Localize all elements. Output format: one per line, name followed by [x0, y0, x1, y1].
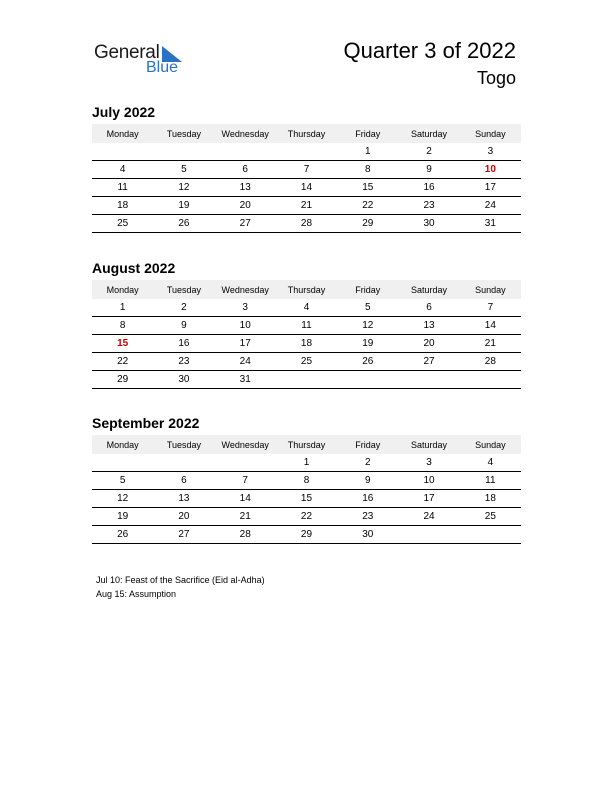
- week-row: [92, 335, 521, 353]
- day-cell: 2: [337, 454, 398, 472]
- day-cell: 28: [215, 526, 276, 544]
- calendar-table: [92, 124, 521, 233]
- day-cell: 4: [92, 161, 153, 179]
- day-cell: 16: [398, 179, 459, 197]
- day-cell: 11: [92, 179, 153, 197]
- day-cell: 27: [153, 526, 214, 544]
- month-august: [92, 259, 521, 389]
- day-cell: [92, 143, 153, 161]
- day-cell: 8: [276, 472, 337, 490]
- day-cell: 28: [276, 215, 337, 233]
- day-cell: 12: [153, 179, 214, 197]
- month-july: [92, 103, 521, 233]
- day-cell: 12: [337, 317, 398, 335]
- day-cell: 8: [92, 317, 153, 335]
- day-cell: 6: [215, 161, 276, 179]
- day-cell: 9: [398, 161, 459, 179]
- weekday-header: Thursday: [276, 124, 337, 143]
- weekday-header: Wednesday: [215, 124, 276, 143]
- day-cell: 13: [153, 490, 214, 508]
- calendar-table: [92, 435, 521, 544]
- day-cell: 4: [276, 299, 337, 317]
- day-cell: 20: [398, 335, 459, 353]
- day-cell: 6: [398, 299, 459, 317]
- day-cell: 10: [398, 472, 459, 490]
- weekday-header: Tuesday: [153, 280, 214, 299]
- day-cell: 22: [337, 197, 398, 215]
- day-cell: 5: [92, 472, 153, 490]
- day-cell: 14: [276, 179, 337, 197]
- day-cell: [153, 143, 214, 161]
- day-cell: 23: [153, 353, 214, 371]
- day-cell: 17: [215, 335, 276, 353]
- day-cell: [215, 454, 276, 472]
- week-row: [92, 179, 521, 197]
- logo-general-text: General: [94, 42, 160, 63]
- day-cell: [337, 371, 398, 389]
- day-cell: 31: [460, 215, 521, 233]
- day-cell: 7: [276, 161, 337, 179]
- holiday-note: Aug 15: Assumption: [96, 589, 177, 599]
- day-cell: 10: [460, 161, 521, 179]
- weekday-header-row: [92, 124, 521, 143]
- day-cell: 2: [398, 143, 459, 161]
- weekday-header: Tuesday: [153, 435, 214, 454]
- day-cell: [460, 371, 521, 389]
- day-cell: 20: [153, 508, 214, 526]
- day-cell: 15: [276, 490, 337, 508]
- day-cell: 23: [398, 197, 459, 215]
- week-row: [92, 143, 521, 161]
- weekday-header: Saturday: [398, 280, 459, 299]
- day-cell: 24: [460, 197, 521, 215]
- day-cell: 1: [276, 454, 337, 472]
- day-cell: 21: [460, 335, 521, 353]
- day-cell: [398, 371, 459, 389]
- weekday-header: Tuesday: [153, 124, 214, 143]
- day-cell: 30: [153, 371, 214, 389]
- day-cell: 5: [337, 299, 398, 317]
- week-row: [92, 161, 521, 179]
- day-cell: 21: [276, 197, 337, 215]
- day-cell: 8: [337, 161, 398, 179]
- day-cell: 4: [460, 454, 521, 472]
- month-september: [92, 414, 521, 544]
- weekday-header: Monday: [92, 280, 153, 299]
- day-cell: 16: [153, 335, 214, 353]
- weekday-header-row: [92, 280, 521, 299]
- day-cell: 11: [460, 472, 521, 490]
- day-cell: 9: [153, 317, 214, 335]
- weekday-header: Monday: [92, 124, 153, 143]
- day-cell: 9: [337, 472, 398, 490]
- weekday-header: Friday: [337, 124, 398, 143]
- weekday-header: Sunday: [460, 124, 521, 143]
- day-cell: 11: [276, 317, 337, 335]
- day-cell: 7: [460, 299, 521, 317]
- day-cell: 14: [215, 490, 276, 508]
- day-cell: 15: [92, 335, 153, 353]
- day-cell: [153, 454, 214, 472]
- weekday-header-row: [92, 435, 521, 454]
- weekday-header: Friday: [337, 435, 398, 454]
- day-cell: 13: [215, 179, 276, 197]
- month-title: August 2022: [92, 260, 176, 276]
- country-name: Togo: [476, 68, 516, 88]
- day-cell: [276, 143, 337, 161]
- weekday-header: Wednesday: [215, 435, 276, 454]
- day-cell: 26: [337, 353, 398, 371]
- day-cell: 22: [276, 508, 337, 526]
- day-cell: 14: [460, 317, 521, 335]
- day-cell: 23: [337, 508, 398, 526]
- week-row: [92, 371, 521, 389]
- weekday-header: Sunday: [460, 435, 521, 454]
- day-cell: 5: [153, 161, 214, 179]
- day-cell: 10: [215, 317, 276, 335]
- week-row: [92, 317, 521, 335]
- day-cell: 28: [460, 353, 521, 371]
- day-cell: 1: [337, 143, 398, 161]
- calendar-table: [92, 280, 521, 389]
- day-cell: [460, 526, 521, 544]
- week-row: [92, 508, 521, 526]
- day-cell: 19: [92, 508, 153, 526]
- day-cell: 20: [215, 197, 276, 215]
- day-cell: 25: [92, 215, 153, 233]
- weekday-header: Wednesday: [215, 280, 276, 299]
- day-cell: 29: [92, 371, 153, 389]
- day-cell: 26: [92, 526, 153, 544]
- week-row: [92, 454, 521, 472]
- day-cell: 18: [276, 335, 337, 353]
- weekday-header: Sunday: [460, 280, 521, 299]
- day-cell: 6: [153, 472, 214, 490]
- weekday-header: Saturday: [398, 435, 459, 454]
- day-cell: 19: [153, 197, 214, 215]
- weekday-header: Friday: [337, 280, 398, 299]
- day-cell: 17: [460, 179, 521, 197]
- logo: [94, 42, 194, 78]
- day-cell: 3: [460, 143, 521, 161]
- month-title: July 2022: [92, 104, 156, 120]
- week-row: [92, 472, 521, 490]
- day-cell: 27: [398, 353, 459, 371]
- day-cell: 13: [398, 317, 459, 335]
- day-cell: [92, 454, 153, 472]
- day-cell: 3: [215, 299, 276, 317]
- week-row: [92, 299, 521, 317]
- day-cell: 30: [398, 215, 459, 233]
- weekday-header: Monday: [92, 435, 153, 454]
- day-cell: 27: [215, 215, 276, 233]
- day-cell: 24: [398, 508, 459, 526]
- day-cell: 15: [337, 179, 398, 197]
- month-title: September 2022: [92, 415, 200, 431]
- day-cell: 31: [215, 371, 276, 389]
- day-cell: [215, 143, 276, 161]
- week-row: [92, 215, 521, 233]
- day-cell: 18: [460, 490, 521, 508]
- day-cell: 25: [276, 353, 337, 371]
- week-row: [92, 490, 521, 508]
- day-cell: 16: [337, 490, 398, 508]
- day-cell: 12: [92, 490, 153, 508]
- logo-blue-text: Blue: [146, 59, 179, 76]
- weekday-header: Saturday: [398, 124, 459, 143]
- holiday-note: Jul 10: Feast of the Sacrifice (Eid al-Adha): [96, 575, 265, 585]
- day-cell: [398, 526, 459, 544]
- page-title: Quarter 3 of 2022: [343, 38, 516, 63]
- week-row: [92, 197, 521, 215]
- day-cell: 21: [215, 508, 276, 526]
- day-cell: 3: [398, 454, 459, 472]
- day-cell: 29: [337, 215, 398, 233]
- day-cell: 22: [92, 353, 153, 371]
- week-row: [92, 353, 521, 371]
- day-cell: 19: [337, 335, 398, 353]
- day-cell: 2: [153, 299, 214, 317]
- holiday-notes: [96, 573, 265, 601]
- weekday-header: Thursday: [276, 280, 337, 299]
- day-cell: 1: [92, 299, 153, 317]
- day-cell: [276, 371, 337, 389]
- day-cell: 25: [460, 508, 521, 526]
- day-cell: 24: [215, 353, 276, 371]
- day-cell: 17: [398, 490, 459, 508]
- day-cell: 7: [215, 472, 276, 490]
- day-cell: 26: [153, 215, 214, 233]
- weekday-header: Thursday: [276, 435, 337, 454]
- day-cell: 30: [337, 526, 398, 544]
- day-cell: 29: [276, 526, 337, 544]
- week-row: [92, 526, 521, 544]
- day-cell: 18: [92, 197, 153, 215]
